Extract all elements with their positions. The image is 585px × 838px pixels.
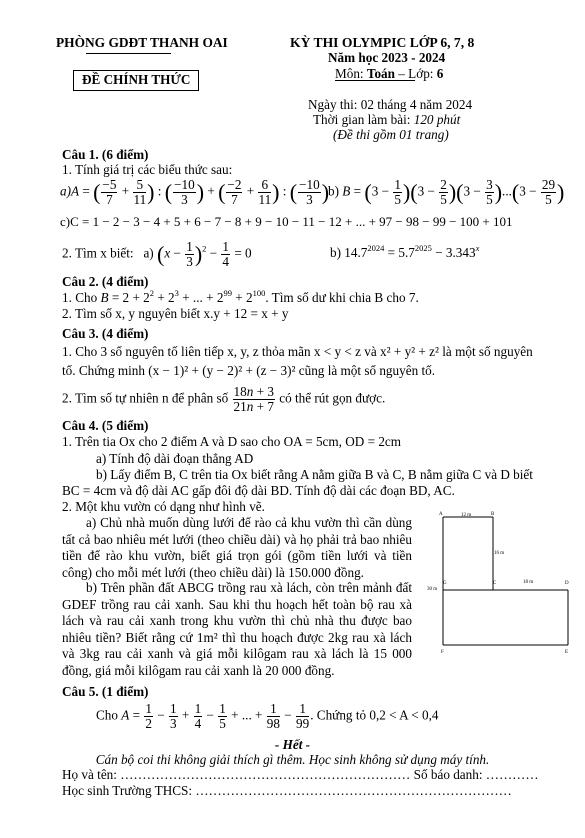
q2-line1-text: . Tìm số dư khi chia B cho 7. xyxy=(265,290,419,305)
q1-expr-b: b) B = (3 − $\frac{1}{5}$ )(3 − $\frac{2}{5}$ )(3 − $\frac{3}{5}$ )...(3 − $\frac{29}{5}$ ) xyxy=(328,177,565,207)
page-count: (Đề thi gồm 01 trang) xyxy=(333,127,449,142)
q1-title: Câu 1. (6 điểm) xyxy=(62,147,149,162)
label-ab: 12 m xyxy=(461,513,472,518)
q1-part2-label: 2. Tìm x biết: xyxy=(62,245,134,261)
q5-expr: Cho A = $\frac{1}{2}$ − $\frac{1}{3}$ + $\frac{1}{4}$ − $\frac{1}{5}$ + ... + $\frac{1}{98}$ − $\frac{1}{99}$ . Chứng tỏ 0,2 < A < 0,4 xyxy=(96,701,439,731)
label-de: 30 m xyxy=(427,587,438,592)
q3-line1b: tố. Chứng minh (x − 1)² + (y − 2)² + (z − 3)² cũng là một số nguyên tố. xyxy=(62,363,436,378)
q5-title: Câu 5. (1 điểm) xyxy=(62,684,149,699)
q4-line2: 2. Một khu vườn có dạng như hình vẽ. xyxy=(62,499,265,514)
q3-line2-pre: 2. Tìm số tự nhiên n để phân số xyxy=(62,390,229,406)
school-line: Học sinh Trường THCS: ……………………………………………………………… xyxy=(62,783,512,798)
q1-part2b: b) $14.7^{2024} = 5.7^{2025} - 3.343^x$ xyxy=(330,243,480,260)
q1-expr-a: a)A = ( $\frac{-5}{7}$ + $\frac{5}{11}$ ) : ( $\frac{-10}{3}$ ) + ( $\frac{-2}{7}$ + $\frac{6}{11}$ ) : ( $\frac{-10}{3}$ ) xyxy=(60,177,330,207)
q5-pre: Cho xyxy=(96,707,118,723)
point-a: A xyxy=(439,512,443,517)
q2-title: Câu 2. (4 điểm) xyxy=(62,274,149,289)
q3-line1a: 1. Cho 3 số nguyên tố liên tiếp x, y, z thỏa mãn x < y < z và x² + y² + z² là một số nguyên xyxy=(62,344,533,359)
q2-line1: 1. Cho $B = 2 + 2^2 + 2^3$ + ... + $2^{99} + 2^{100}$. Tìm số dư khi chia B cho 7. xyxy=(62,288,419,305)
q1-expr-c: c)C = 1 − 2 − 3 − 4 + 5 + 6 − 7 − 8 + 9 − 10 − 11 − 12 + ... + 97 − 98 − 99 − 100 + 101 xyxy=(60,214,513,229)
name-line: Họ và tên: ………………………………………………………… Số báo danh: ………… xyxy=(62,767,539,782)
subject-divider xyxy=(335,80,415,81)
exam-title: KỲ THI OLYMPIC LỚP 6, 7, 8 xyxy=(290,35,475,50)
end-mark: - Hết - xyxy=(274,737,311,752)
q4-garden-a: a) Chủ nhà muốn dùng lưới để rào cả khu vườn thì cần dùng tất cả bao nhiêu mét lưới (theo chiều dài) và họ phải trả bao nhiêu tiền để rào khu vườn, biết giá trọn gói (gồm tiền lưới và tiền công) cho mỗi mét lưới (theo chiều dài) là 150.000 đồng. xyxy=(62,515,412,580)
q3-title: Câu 3. (4 điểm) xyxy=(62,326,149,341)
point-e: E xyxy=(565,650,569,655)
time-value: 120 phút xyxy=(413,112,461,127)
q5-post: . Chứng tỏ 0,2 < A < 0,4 xyxy=(310,707,439,723)
point-g: G xyxy=(443,581,447,586)
q4-line1: 1. Trên tia Ox cho 2 điểm A và D sao cho OA = 5cm, OD = 2cm xyxy=(62,434,402,449)
point-d: D xyxy=(565,581,569,586)
school-year: Năm học 2023 - 2024 xyxy=(328,50,446,65)
q4-title: Câu 4. (5 điểm) xyxy=(62,418,149,433)
q4-part-b1: b) Lấy điểm B, C trên tia Ox biết rằng A nằm giữa B và C, B nằm giữa C và D biết xyxy=(96,467,533,482)
exam-date: Ngày thi: 02 tháng 4 năm 2024 xyxy=(308,97,473,112)
grade-label: – Lớp: xyxy=(394,66,437,81)
point-f: F xyxy=(441,650,444,655)
q1-intro: 1. Tính giá trị các biểu thức sau: xyxy=(62,162,233,177)
header-divider xyxy=(86,53,171,54)
q3-line2: 2. Tìm số tự nhiên n để phân số $\frac{18n + 3}{21n + 7}$ có thể rút gọn được. xyxy=(62,384,386,414)
label-cd: 18 m xyxy=(523,580,534,585)
official-label: ĐỀ CHÍNH THỨC xyxy=(73,70,199,91)
q2-line2: 2. Tìm số x, y nguyên biết x.y + 12 = x + y xyxy=(62,306,289,321)
proctor-note: Cán bộ coi thi không giải thích gì thêm. Học sinh không sử dụng máy tính. xyxy=(95,752,490,767)
subject-label: Môn: xyxy=(335,66,367,81)
time-label: Thời gian làm bài: xyxy=(313,112,414,127)
grade-value: 6 xyxy=(436,66,444,81)
q1-part2: 2. Tìm x biết: a) (x − $\frac{1}{3}$ )$^2$ − $\frac{1}{4}$ = 0 xyxy=(62,239,252,269)
q4-part-a: a) Tính độ dài đoạn thẳng AD xyxy=(96,451,254,466)
subject: Toán xyxy=(366,66,395,81)
q4-garden-b: b) Trên phần đất ABCG trồng rau xà lách, còn trên mảnh đất GDEF trồng rau cải xanh. Sau khi thu hoạch hết toàn bộ rau xà lách và rau cải xanh trong khu vườn thì chủ nhà thu được bao nhiêu tiền? Biết rằng cứ 1m² thì thu hoạch được 2kg rau xà lách và 3kg rau cải xanh và giá mỗi kilôgam rau xà lách là 15 000 đồng, giá mỗi kilôgam rau cải xanh là 20 000 đồng. xyxy=(62,580,412,678)
label-bc: 16 m xyxy=(494,551,505,556)
department-name: PHÒNG GDĐT THANH OAI xyxy=(56,35,228,50)
q3-line2-post: có thể rút gọn được. xyxy=(279,390,386,406)
point-c: C xyxy=(493,581,497,586)
point-b: B xyxy=(491,512,495,517)
garden-figure xyxy=(425,510,575,655)
q4-part-b2: BC = 4cm và độ dài AC gấp đôi độ dài BD. Tính độ dài các đoạn BD, AC. xyxy=(62,483,455,498)
